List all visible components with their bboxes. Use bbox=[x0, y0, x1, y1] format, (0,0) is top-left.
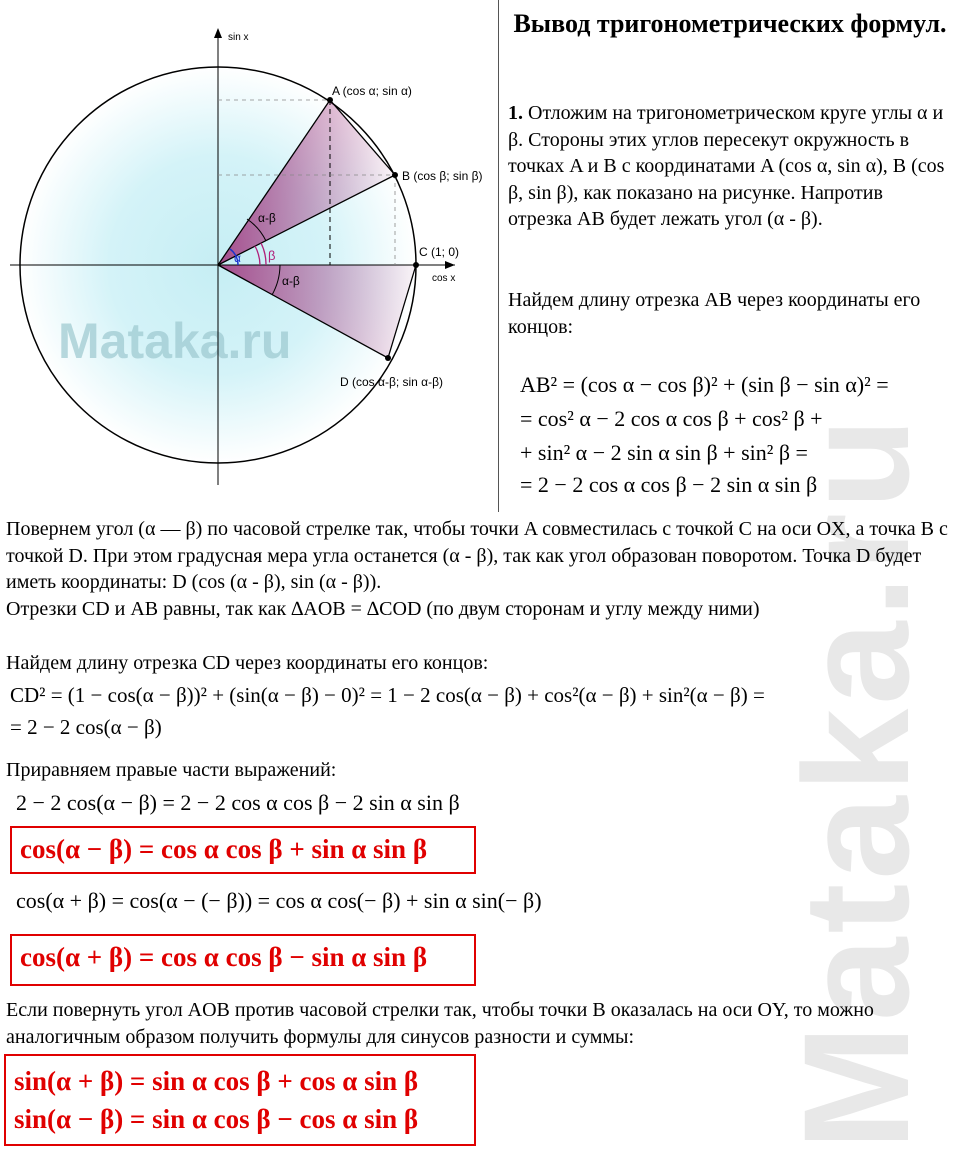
angle-label-lower: α-β bbox=[282, 274, 300, 288]
cos-sum-derivation: cos(α + β) = cos(α − (− β)) = cos α cos(− β) + sin α sin(− β) bbox=[16, 888, 542, 913]
ab-line-4: = 2 − 2 cos α cos β − 2 sin α sin β bbox=[520, 472, 818, 497]
point-a-label: A (cos α; sin α) bbox=[332, 84, 412, 98]
axis-y-label: sin x bbox=[228, 32, 249, 43]
point-b-label: B (cos β; sin β) bbox=[402, 169, 483, 183]
point-d-label: D (cos α-β; sin α-β) bbox=[340, 375, 444, 389]
cos-difference-box: cos(α − β) = cos α cos β + sin α sin β bbox=[10, 826, 476, 874]
equate-formula: 2 − 2 cos(α − β) = 2 − 2 cos α cos β − 2 sin α sin β bbox=[16, 790, 460, 815]
rotate-paragraph: Повернем угол (α — β) по часовой стрелке так, чтобы точки A совместилась с точкой C на оси OX, а точка B с точкой D. При этом градусная мера угла останется (α - β), так как угол образован поворотом. Точка D будет иметь координаты: D (cos (α - β), sin (α - β)). bbox=[6, 518, 948, 593]
angle-label-beta: β bbox=[268, 248, 276, 263]
angle-label-upper: α-β bbox=[258, 211, 276, 225]
cos-sum-box: cos(α + β) = cos α cos β − sin α sin β bbox=[10, 934, 476, 986]
equate-text: Приравняем правые части выражений: bbox=[6, 759, 337, 781]
side-watermark: Mataka.ru bbox=[772, 413, 940, 1150]
find-ab-text: Найдем длину отрезка AB через координаты его концов: bbox=[508, 289, 921, 338]
point-c-dot bbox=[413, 262, 419, 268]
sin-difference-formula: sin(α − β) = sin α cos β − cos α sin β bbox=[14, 1104, 419, 1134]
sin-sum-formula: sin(α + β) = sin α cos β + cos α sin β bbox=[14, 1066, 419, 1096]
step1-text: Отложим на тригонометрическом круге углы α и β. Стороны этих углов пересекут окружность в точках A и B с координатами A (cos α, sin α), B (cos β, sin β), как показано на рисунке. Напротив отрезка AB будет лежать угол (α - β). bbox=[508, 102, 945, 230]
ab-line-1: AB² = (cos α − cos β)² + (sin β − sin α)² = bbox=[520, 372, 889, 397]
cd-line-2: = 2 − 2 cos(α − β) bbox=[10, 715, 162, 739]
y-axis-arrow bbox=[214, 28, 222, 38]
angle-label-alpha: α bbox=[234, 251, 241, 265]
sin-formulas-box bbox=[4, 1054, 476, 1146]
ab-line-2: = cos² α − 2 cos α cos β + cos² β + bbox=[520, 406, 823, 431]
axis-x-label: cos x bbox=[432, 273, 456, 284]
diagram-watermark: Mataka.ru bbox=[58, 313, 292, 369]
cd-line-1: CD² = (1 − cos(α − β))² + (sin(α − β) − 0)² = 1 − 2 cos(α − β) + cos²(α − β) + sin²(α − β) = bbox=[10, 683, 765, 707]
ab-line-3: + sin² α − 2 sin α sin β + sin² β = bbox=[520, 440, 808, 465]
page-title: Вывод тригонометрических формул. bbox=[513, 9, 947, 38]
step1-paragraph bbox=[508, 100, 948, 233]
point-b-dot bbox=[392, 172, 398, 178]
sin-paragraph: Если повернуть угол AOB против часовой стрелки так, чтобы точки B оказалась на оси OY, то можно аналогичным образом получить формулы для синусов разности и суммы: bbox=[6, 999, 874, 1048]
equal-segments-text: Отрезки CD и AB равны, так как ∆AOB = ∆COD (по двум сторонам и углу между ними) bbox=[6, 598, 760, 620]
x-axis-arrow bbox=[445, 261, 455, 269]
point-c-label: C (1; 0) bbox=[419, 245, 460, 259]
column-divider bbox=[498, 0, 499, 512]
trig-circle-diagram bbox=[0, 0, 498, 510]
find-cd-text: Найдем длину отрезка CD через координаты его концов: bbox=[6, 652, 489, 674]
point-d-dot bbox=[385, 355, 391, 361]
step1-number: 1. bbox=[508, 102, 523, 124]
